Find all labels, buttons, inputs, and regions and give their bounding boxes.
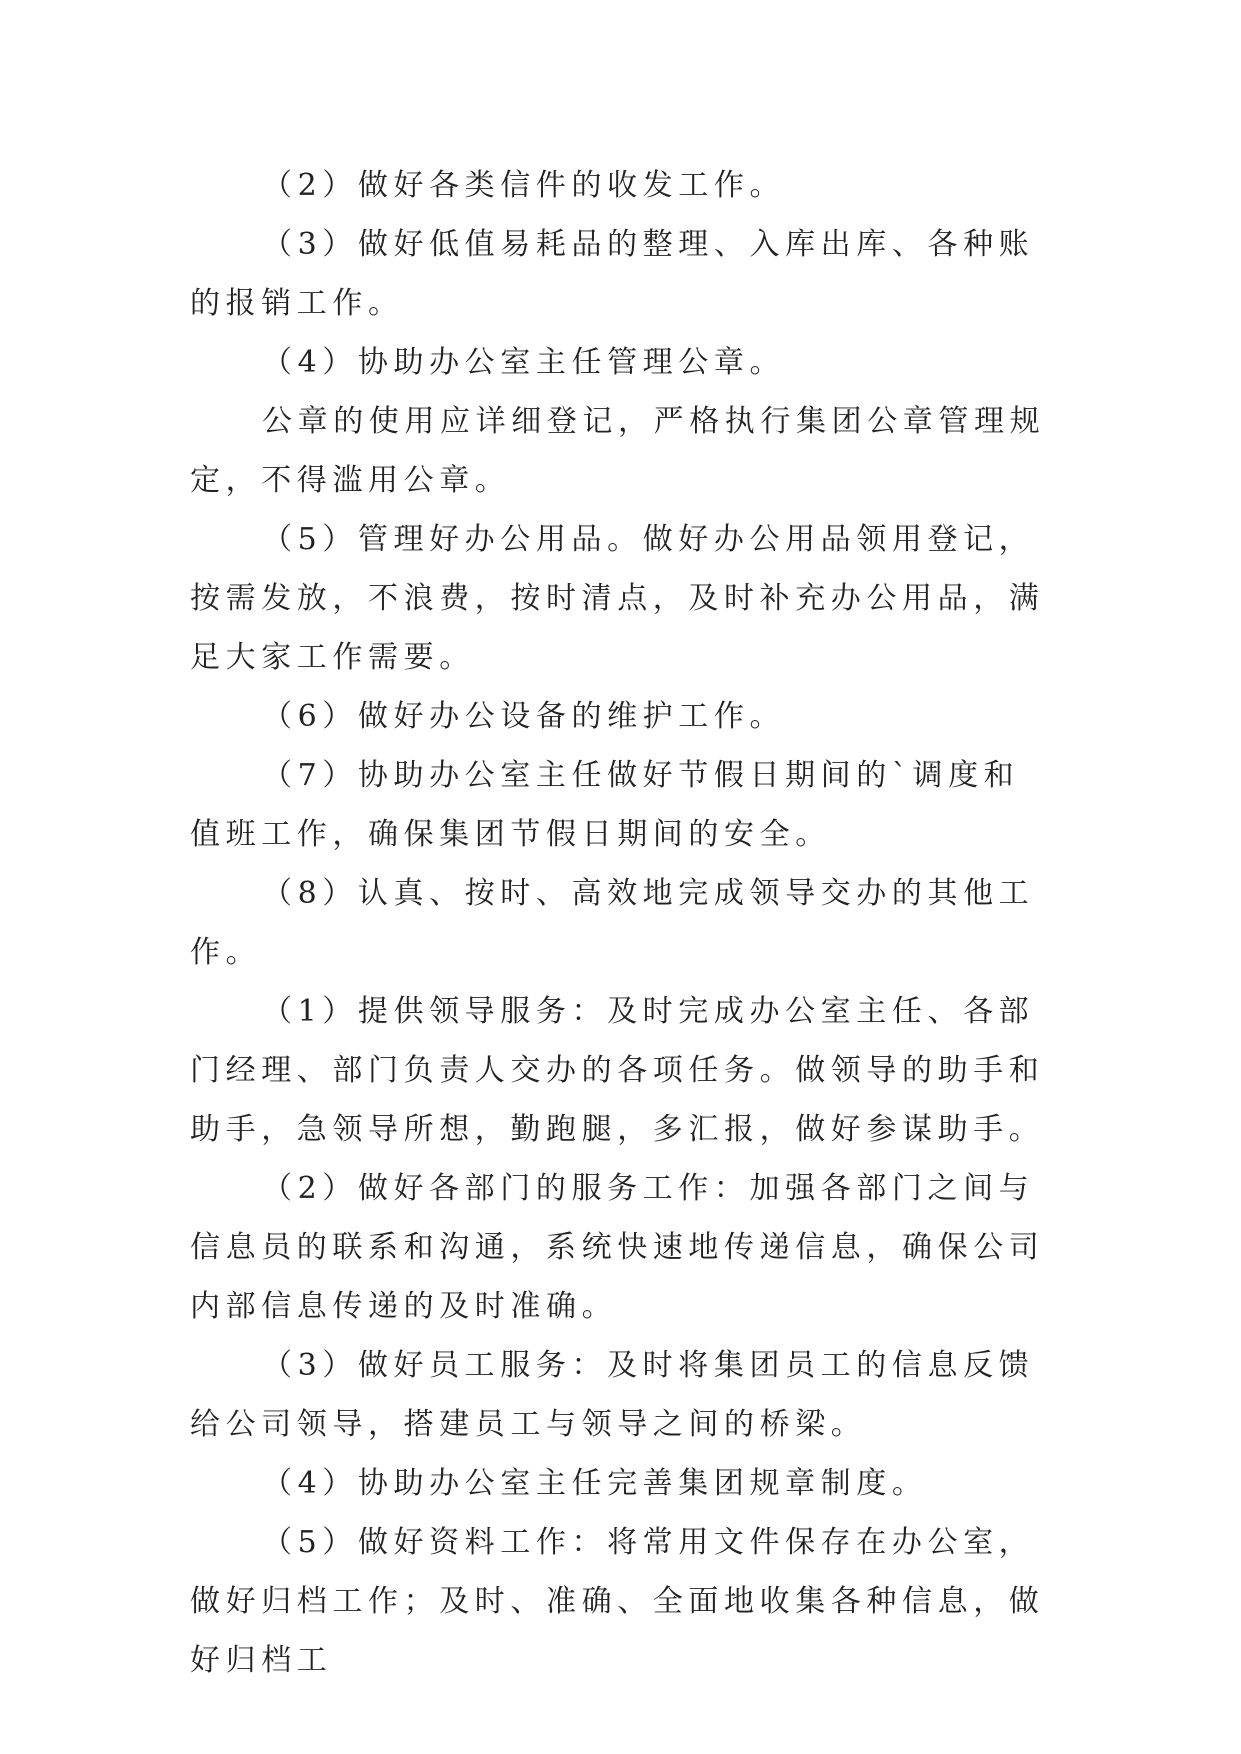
paragraph-department-service: （2）做好各部门的服务工作：加强各部门之间与信息员的联系和沟通，系统快速地传递信息，确保公司内部信息传递的及时准确。	[190, 1171, 1045, 1324]
paragraph-seal-management: （4）协助办公室主任管理公章。	[262, 345, 786, 380]
paragraph-archives: （5）做好资料工作：将常用文件保存在办公室，做好归档工作；及时、准确、全面地收集各种信息，做好归档工	[190, 1525, 1045, 1678]
paragraph-regulations: （4）协助办公室主任完善集团规章制度。	[262, 1466, 928, 1501]
paragraph-mail-handling: （2）做好各类信件的收发工作。	[262, 168, 786, 203]
paragraph-consumables: （3）做好低值易耗品的整理、入库出库、各种账的报销工作。	[190, 227, 1035, 321]
paragraph-employee-service: （3）做好员工服务：及时将集团员工的信息反馈给公司领导，搭建员工与领导之间的桥梁。	[190, 1348, 1035, 1442]
document-body	[190, 156, 1050, 1690]
paragraph-equipment-maintenance: （6）做好办公设备的维护工作。	[262, 699, 786, 734]
paragraph-holiday-duty: （7）协助办公室主任做好节假日期间的`调度和值班工作，确保集团节假日期间的安全。	[190, 758, 1020, 852]
paragraph-leader-service: （1）提供领导服务：及时完成办公室主任、各部门经理、部门负责人交办的各项任务。做领导的助手和助手，急领导所想，勤跑腿，多汇报，做好参谋助手。	[190, 994, 1045, 1147]
paragraph-other-tasks: （8）认真、按时、高效地完成领导交办的其他工作。	[190, 876, 1035, 970]
paragraph-office-supplies: （5）管理好办公用品。做好办公用品领用登记，按需发放，不浪费，按时清点，及时补充办公用品，满足大家工作需要。	[190, 522, 1045, 675]
paragraph-seal-usage: 公章的使用应详细登记，严格执行集团公章管理规定，不得滥用公章。	[190, 404, 1046, 498]
